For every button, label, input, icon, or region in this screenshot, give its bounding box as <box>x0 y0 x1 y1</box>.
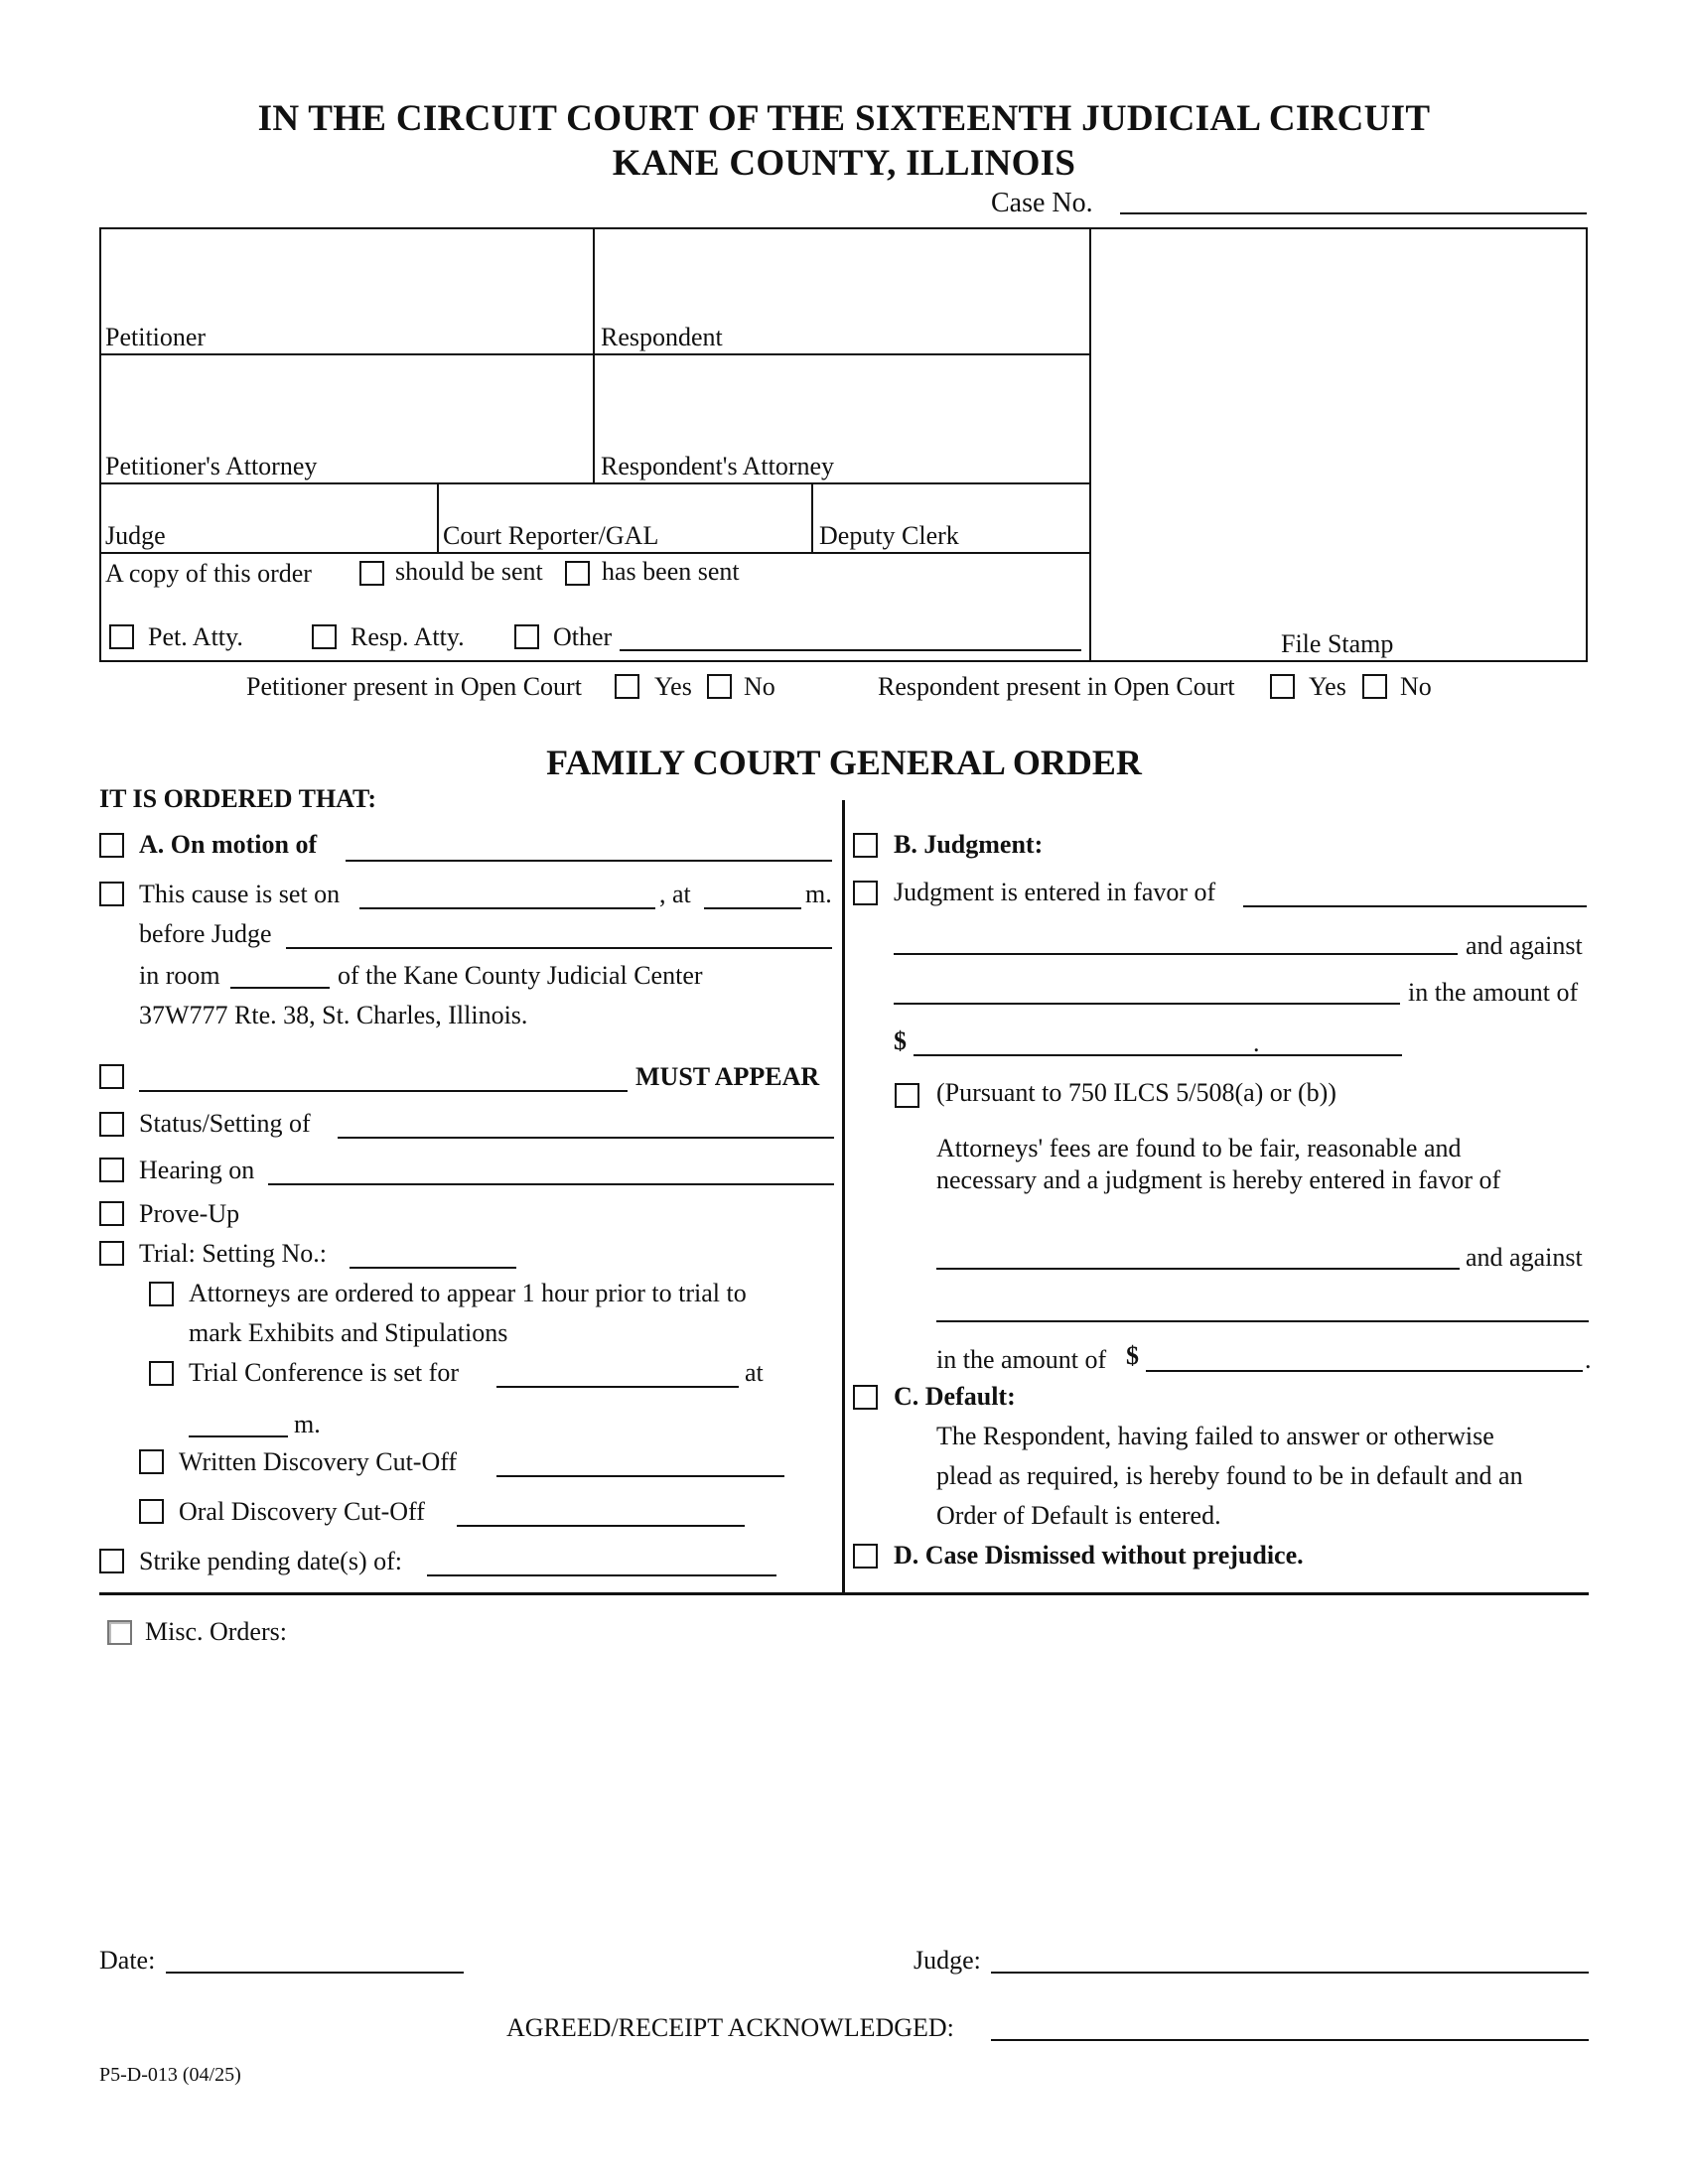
cause-time-field[interactable] <box>704 907 801 909</box>
respondent-present-label: Respondent present in Open Court <box>878 672 1235 701</box>
agreed-signature-field[interactable] <box>991 2039 1589 2041</box>
trial-conference-time-field[interactable] <box>189 1435 288 1437</box>
hearing-on-field[interactable] <box>268 1183 834 1185</box>
caption-divider <box>593 227 595 483</box>
judge-signature-label: Judge: <box>914 1946 981 1975</box>
must-appear-checkbox[interactable] <box>99 1064 124 1089</box>
trial-conference-m-label: m. <box>294 1410 321 1438</box>
in-amount-label-2: in the amount of <box>936 1345 1107 1374</box>
section-bottom-rule <box>99 1592 1589 1595</box>
petitioner-present-no-checkbox[interactable] <box>707 674 732 699</box>
resp-atty-checkbox[interactable] <box>312 624 337 649</box>
agreed-label: AGREED/RECEIPT ACKNOWLEDGED: <box>506 2013 954 2042</box>
fees-favor-field[interactable] <box>936 1268 1460 1270</box>
status-setting-checkbox[interactable] <box>99 1112 124 1137</box>
a-on-motion-checkbox[interactable] <box>99 833 124 858</box>
c-default-label: C. Default: <box>894 1382 1016 1411</box>
before-judge-field[interactable] <box>286 947 832 949</box>
judge-signature-field[interactable] <box>991 1972 1589 1974</box>
a-on-motion-label: A. On motion of <box>139 830 318 859</box>
before-judge-label: before Judge <box>139 919 272 948</box>
attorneys-appear-text-2: mark Exhibits and Stipulations <box>189 1318 508 1347</box>
dollar-sign: $ <box>894 1026 907 1055</box>
caption-divider <box>437 482 439 553</box>
county-title: KANE COUNTY, ILLINOIS <box>612 143 1076 184</box>
respondent-no-label: No <box>1400 672 1432 701</box>
respondent-attorney-label: Respondent's Attorney <box>601 452 835 480</box>
room-field[interactable] <box>230 987 330 989</box>
pursuant-checkbox[interactable] <box>895 1083 919 1108</box>
oral-discovery-checkbox[interactable] <box>139 1499 164 1524</box>
fees-amount-period: . <box>1585 1345 1592 1374</box>
form-number: P5-D-013 (04/25) <box>99 2064 241 2086</box>
respondent-present-yes-checkbox[interactable] <box>1270 674 1295 699</box>
caption-row-line <box>99 353 1090 355</box>
petitioner-no-label: No <box>744 672 775 701</box>
prove-up-checkbox[interactable] <box>99 1201 124 1226</box>
d-dismissed-checkbox[interactable] <box>853 1544 878 1569</box>
misc-orders-checkbox[interactable] <box>107 1620 132 1645</box>
cause-m-label: m. <box>805 880 832 908</box>
respondent-label: Respondent <box>601 323 723 351</box>
resp-atty-label: Resp. Atty. <box>351 622 465 651</box>
on-motion-field[interactable] <box>346 860 832 862</box>
judgment-favor-field[interactable] <box>1243 905 1587 907</box>
case-no-label: Case No. <box>991 188 1093 218</box>
copy-label: A copy of this order <box>105 559 312 588</box>
strike-pending-label: Strike pending date(s) of: <box>139 1547 402 1575</box>
case-no-field[interactable] <box>1120 212 1587 214</box>
b-judgment-checkbox[interactable] <box>853 833 878 858</box>
judgment-against-field[interactable] <box>894 953 1458 955</box>
hearing-on-checkbox[interactable] <box>99 1158 124 1182</box>
hearing-on-label: Hearing on <box>139 1156 255 1184</box>
status-setting-label: Status/Setting of <box>139 1109 311 1138</box>
has-been-sent-label: has been sent <box>602 557 740 586</box>
caption-row-line <box>99 552 1090 554</box>
cause-set-checkbox[interactable] <box>99 882 124 906</box>
written-discovery-field[interactable] <box>496 1475 784 1477</box>
should-be-sent-label: should be sent <box>395 557 543 586</box>
in-room-label: in room <box>139 961 220 990</box>
d-dismissed-label: D. Case Dismissed without prejudice. <box>894 1541 1304 1570</box>
misc-orders-label: Misc. Orders: <box>145 1617 287 1646</box>
judgment-favor-label: Judgment is entered in favor of <box>894 878 1216 906</box>
amount-period: . <box>1253 1028 1260 1057</box>
other-label: Other <box>553 622 613 651</box>
caption-row-line <box>99 482 1090 484</box>
must-appear-field[interactable] <box>139 1090 628 1092</box>
written-discovery-label: Written Discovery Cut-Off <box>179 1447 458 1476</box>
court-title: IN THE CIRCUIT COURT OF THE SIXTEENTH JUDICIAL CIRCUIT <box>257 98 1431 139</box>
attorneys-appear-text-1: Attorneys are ordered to appear 1 hour prior to trial to <box>189 1279 747 1307</box>
in-amount-label: in the amount of <box>1408 978 1579 1007</box>
date-label: Date: <box>99 1946 156 1975</box>
address-text: 37W777 Rte. 38, St. Charles, Illinois. <box>139 1001 528 1029</box>
respondent-present-no-checkbox[interactable] <box>1362 674 1387 699</box>
trial-label: Trial: Setting No.: <box>139 1239 328 1268</box>
fees-text-2: necessary and a judgment is hereby entered in favor of <box>936 1165 1501 1194</box>
ordered-that-label: IT IS ORDERED THAT: <box>99 784 377 813</box>
has-been-sent-checkbox[interactable] <box>565 561 590 586</box>
petitioner-present-yes-checkbox[interactable] <box>615 674 639 699</box>
pet-atty-label: Pet. Atty. <box>148 622 243 651</box>
trial-conference-date-field[interactable] <box>496 1386 739 1388</box>
pet-atty-checkbox[interactable] <box>109 624 134 649</box>
written-discovery-checkbox[interactable] <box>139 1449 164 1474</box>
deputy-clerk-label: Deputy Clerk <box>819 521 959 550</box>
status-setting-field[interactable] <box>338 1137 834 1139</box>
caption-box <box>99 227 1588 662</box>
order-title: FAMILY COURT GENERAL ORDER <box>546 743 1142 782</box>
petitioner-present-label: Petitioner present in Open Court <box>246 672 582 701</box>
caption-divider <box>811 482 813 553</box>
fees-against-field[interactable] <box>936 1320 1589 1322</box>
default-text-2: plead as required, is hereby found to be in default and an <box>936 1461 1523 1490</box>
file-stamp-label: File Stamp <box>1281 629 1394 658</box>
dollar-sign-2: $ <box>1126 1341 1139 1370</box>
trial-conference-checkbox[interactable] <box>149 1361 174 1386</box>
strike-pending-checkbox[interactable] <box>99 1549 124 1573</box>
prove-up-label: Prove-Up <box>139 1199 240 1228</box>
file-stamp-divider <box>1089 227 1091 662</box>
judgment-amount-field[interactable] <box>914 1054 1402 1056</box>
attorneys-appear-checkbox[interactable] <box>149 1282 174 1306</box>
column-divider <box>842 800 845 1592</box>
cause-set-date-field[interactable] <box>359 907 655 909</box>
petitioner-attorney-label: Petitioner's Attorney <box>105 452 318 480</box>
fees-text-1: Attorneys' fees are found to be fair, reasonable and <box>936 1134 1462 1162</box>
fees-amount-field[interactable] <box>1146 1370 1583 1372</box>
court-reporter-label: Court Reporter/GAL <box>443 521 659 550</box>
other-field[interactable] <box>620 649 1081 651</box>
oral-discovery-field[interactable] <box>457 1525 745 1527</box>
and-against-label-2: and against <box>1466 1243 1583 1272</box>
pursuant-label: (Pursuant to 750 ILCS 5/508(a) or (b)) <box>936 1078 1336 1107</box>
cause-at-label: , at <box>659 880 691 908</box>
and-against-label: and against <box>1466 931 1583 960</box>
petitioner-label: Petitioner <box>105 323 207 351</box>
must-appear-label: MUST APPEAR <box>635 1062 820 1091</box>
respondent-yes-label: Yes <box>1309 672 1346 701</box>
judge-label: Judge <box>105 521 166 550</box>
default-text-3: Order of Default is entered. <box>936 1501 1221 1530</box>
date-field[interactable] <box>166 1972 464 1974</box>
trial-conference-at-label: at <box>745 1358 764 1387</box>
other-checkbox[interactable] <box>514 624 539 649</box>
c-default-checkbox[interactable] <box>853 1385 878 1410</box>
b-judgment-label: B. Judgment: <box>894 830 1044 859</box>
judgment-amount-party-field[interactable] <box>894 1003 1400 1005</box>
oral-discovery-label: Oral Discovery Cut-Off <box>179 1497 425 1526</box>
trial-conference-label: Trial Conference is set for <box>189 1358 459 1387</box>
judicial-center-text: of the Kane County Judicial Center <box>338 961 703 990</box>
judgment-favor-checkbox[interactable] <box>853 881 878 905</box>
petitioner-yes-label: Yes <box>654 672 692 701</box>
cause-set-label: This cause is set on <box>139 880 341 908</box>
default-text-1: The Respondent, having failed to answer or otherwise <box>936 1422 1494 1450</box>
trial-checkbox[interactable] <box>99 1241 124 1266</box>
trial-setting-field[interactable] <box>350 1267 516 1269</box>
strike-pending-field[interactable] <box>427 1574 776 1576</box>
should-be-sent-checkbox[interactable] <box>359 561 384 586</box>
